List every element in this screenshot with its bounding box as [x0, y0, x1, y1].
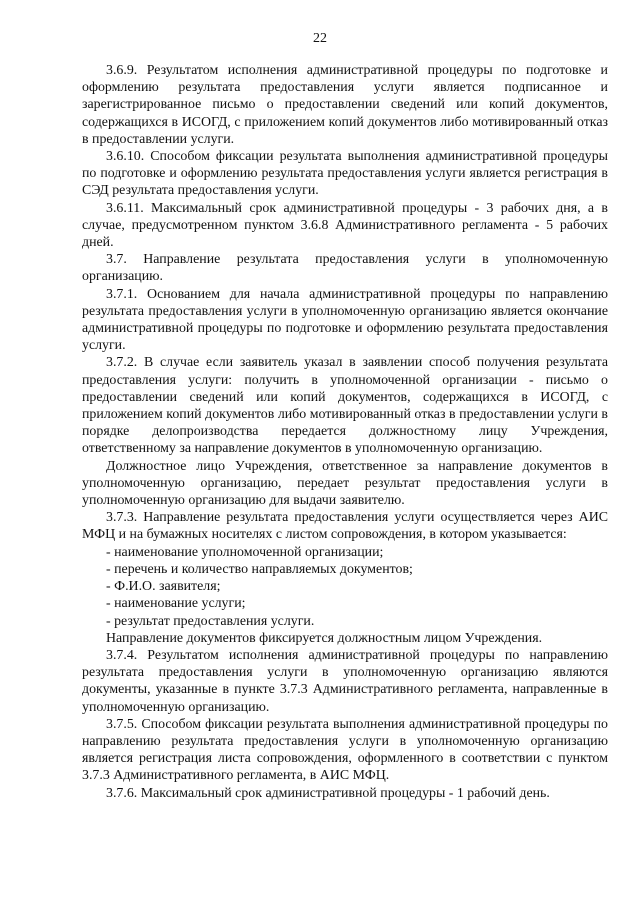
page-number: 22: [313, 31, 327, 46]
paragraph: 3.7.3. Направление результата предоставления услуги осуществляется через АИС МФЦ и на бумажных носителях с листом сопровождения, в котором указывается:: [82, 510, 608, 543]
list-item: - наименование уполномоченной организации;: [106, 544, 384, 560]
list-item: - наименование услуги;: [106, 596, 246, 612]
paragraph: Должностное лицо Учреждения, ответственное за направление документов в уполномоченную организацию, передает результат предоставления услуги в уполномоченную организацию для выдачи заявителю.: [82, 458, 608, 509]
paragraph: 3.7.2. В случае если заявитель указал в заявлении способ получения результата предоставления услуги: получить в уполномоченной организации - письмо о предоставлении сведений или копий документов, содержащихся в ИСОГД, с приложением копий документов либо мотивированный отказ в предоставлении услуги в порядке делопроизводства передается должностному лицу Учреждения, ответственному за направление документов в уполномоченную организацию.: [82, 355, 608, 457]
paragraph: 3.6.11. Максимальный срок административной процедуры - 3 рабочих дня, а в случае, предусмотренном пунктом 3.6.8 Административного регламента - 5 рабочих дней.: [82, 200, 608, 251]
paragraph: 3.7.5. Способом фиксации результата выполнения административной процедуры по направлению результата предоставления услуги в уполномоченную организацию является регистрация листа сопровождения, оформленного в соответствии с пунктом 3.7.3 Административного регламента, в АИС МФЦ.: [82, 716, 608, 784]
document-body: [82, 62, 608, 802]
paragraph: 3.7. Направление результата предоставления услуги в уполномоченную организацию.: [82, 252, 608, 285]
paragraph: 3.6.10. Способом фиксации результата выполнения административной процедуры по подготовке и оформлению результата предоставления услуги является регистрация в СЭД результата предоставления услуги.: [82, 149, 608, 199]
paragraph: Направление документов фиксируется должностным лицом Учреждения.: [106, 630, 543, 646]
paragraph: 3.7.1. Основанием для начала административной процедуры по направлению результата предоставления услуги в уполномоченную организацию является окончание административной процедуры по подготовке и оформлению результата предоставления услуги.: [82, 286, 608, 354]
list-item: - перечень и количество направляемых документов;: [106, 561, 413, 577]
paragraph: 3.7.6. Максимальный срок административной процедуры - 1 рабочий день.: [106, 785, 550, 801]
list-item: - результат предоставления услуги.: [106, 613, 315, 629]
list-item: - Ф.И.О. заявителя;: [106, 579, 221, 595]
paragraph: 3.6.9. Результатом исполнения административной процедуры по подготовке и оформлению результата предоставления услуги является подписанное и зарегистрированное письмо о предоставлении сведений или копий документов, содержащихся в ИСОГД, с приложением копий документов либо мотивированный отказ в предоставлении услуги.: [82, 63, 608, 147]
paragraph: 3.7.4. Результатом исполнения административной процедуры по направлению результата предоставления услуги в уполномоченную организацию являются документы, указанные в пункте 3.7.3 Административного регламента, направленные в уполномоченную организацию.: [82, 647, 608, 715]
